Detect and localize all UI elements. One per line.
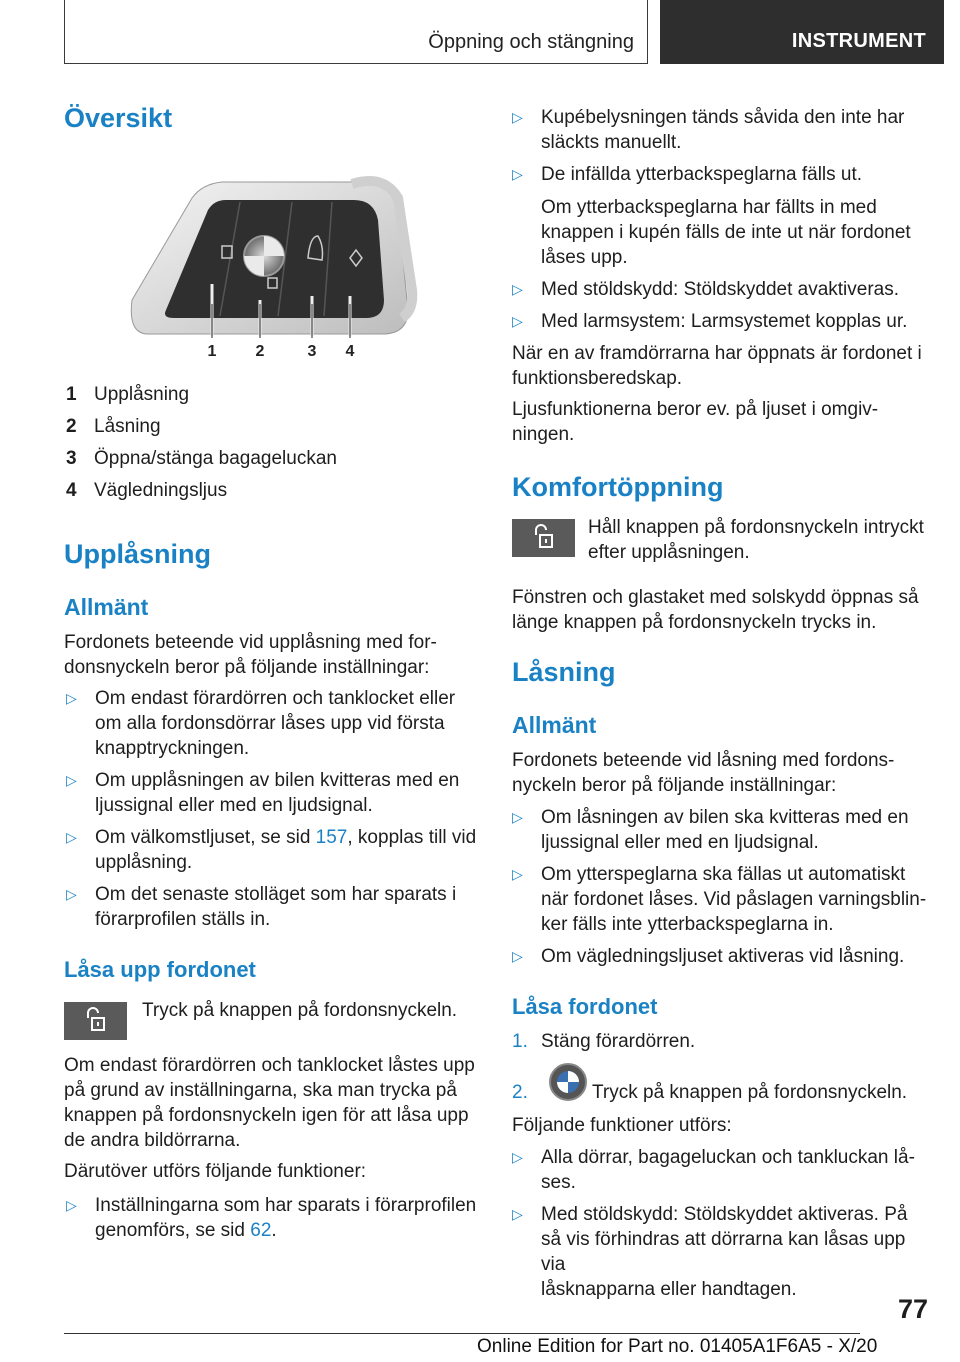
bullet-triangle-icon: ▷ [512,1206,523,1222]
list-item: ▷ Alla dörrar, bagageluckan och tankluckan lå- ses. [512,1147,915,1193]
list-item: ▷ Med larmsystem: Larmsystemet kopplas ur. [512,311,908,332]
para-line: de andra bildörrarna. [64,1130,241,1151]
list-item: ▷ Om det senaste stolläget som har sparats i förarprofilen ställs in. [66,884,457,930]
bullet-triangle-icon: ▷ [512,166,523,182]
list-item: ▷ Kupébelysningen tänds såvida den inte har släckts manuellt. [512,107,905,153]
list-item: ▷ De infällda ytterbackspeglarna fälls ut. [512,164,863,185]
para-line: Fordonets beteende vid låsning med fordons- [512,750,895,771]
page-link-62[interactable]: 62 [250,1220,272,1241]
list-item: ▷ Om ytterspeglarna ska fällas ut automatiskt när fordonet låses. Vid påslagen varningsblin- ker fälls inte ytterbackspeglarna in. [512,864,927,935]
note-line: låses upp. [541,247,628,268]
para-line: Fönstren och glastaket med solskydd öppnas så [512,587,919,608]
bullet-triangle-icon: ▷ [512,866,523,882]
para-line: nyckeln beror på följande inställningar: [512,775,837,796]
para-line: Om endast förardörren och tanklocket låstes upp [64,1055,475,1076]
bullet-triangle-icon: ▷ [66,690,77,706]
page-number: 77 [897,1294,928,1324]
subheading-lasa-upp: Låsa upp fordonet [64,957,256,982]
bullet-triangle-icon: ▷ [66,1197,77,1213]
list-item: ▷ Med stöldskydd: Stöldskyddet avaktiveras. [512,279,900,300]
heading-oversikt: Översikt [64,103,173,133]
para-line: När en av framdörrarna har öppnats är fordonet i [512,343,922,364]
header-section-title: Öppning och stängning [428,31,634,53]
bullet-triangle-icon: ▷ [512,313,523,329]
callout-3: 3 [307,343,317,360]
header-chapter-title: INSTRUMENT [791,30,926,52]
para-line: Ljusfunktionerna beror ev. på ljuset i omgiv- [512,399,879,420]
after-steps-text: Följande funktioner utförs: [512,1115,732,1136]
key-fob-figure [122,160,442,366]
bullet-triangle-icon: ▷ [512,281,523,297]
callout-4: 4 [345,343,355,360]
lasa-upp-instruction: Tryck på knappen på fordonsnyckeln. [142,1000,458,1021]
list-item: ▷ Inställningarna som har sparats i förarprofilen genomförs, se sid 62. [66,1195,477,1241]
komfort-text-line: efter upplåsningen. [588,542,750,563]
komfort-text-line: Håll knappen på fordonsnyckeln intryckt [588,517,924,538]
bullet-triangle-icon: ▷ [66,829,77,845]
para-line: funktionsberedskap. [512,368,683,389]
list-item: ▷ Om endast förardörren och tanklocket eller om alla fordonsdörrar låses upp vid första knapptryckningen. [66,688,456,759]
callout-1: 1 [207,343,217,360]
header-chapter-tab [660,0,944,64]
page-link-157[interactable]: 157 [315,827,348,848]
para-functions: Därutöver utförs följande funktioner: [64,1161,367,1182]
bullet-triangle-icon: ▷ [512,809,523,825]
unlock-button-icon [64,1002,127,1040]
unlock-button-icon [512,519,575,557]
subheading-allmant-lasning: Allmänt [512,712,597,738]
note-line: Om ytterbackspeglarna har fällts in med [541,197,877,218]
callout-2: 2 [255,343,265,360]
bullet-triangle-icon: ▷ [512,1149,523,1165]
bmw-logo-button-icon [548,1062,588,1102]
list-item: ▷ Om vägledningsljuset aktiveras vid låsning. [512,946,905,967]
para-line: knappen på fordonsnyckeln igen för att låsa upp [64,1105,469,1126]
bullet-triangle-icon: ▷ [512,948,523,964]
para-line: på grund av inställningarna, ska man trycka på [64,1080,457,1101]
footer-edition: Online Edition for Part no. 01405A1F6A5 - X/20 [477,1336,878,1357]
note-line: knappen i kupén fälls de inte ut när fordonet [541,222,911,243]
bullet-triangle-icon: ▷ [66,886,77,902]
para-line: länge knappen på fordonsnyckeln trycks in. [512,612,877,633]
bullet-triangle-icon: ▷ [66,772,77,788]
footer-divider [64,1333,860,1334]
heading-komfortoppning: Komfortöppning [512,472,724,502]
subheading-allmant-upplasning: Allmänt [64,594,149,620]
list-item: ▷ Om upplåsningen av bilen kvitteras med en ljussignal eller med en ljudsignal. [66,770,460,816]
list-item: ▷ Med stöldskydd: Stöldskyddet aktiveras. På så vis förhindras att dörrarna kan låsas upp via låsknapparna eller handtagen. [512,1204,908,1300]
heading-upplasning: Upplåsning [64,539,211,569]
list-item: ▷ Om välkomstljuset, se sid 157, kopplas till vid upplåsning. [66,827,477,873]
upplasning-intro-line2: donsnyckeln beror på följande inställningar: [64,657,430,678]
para-line: ningen. [512,424,575,445]
bullet-triangle-icon: ▷ [512,109,523,125]
heading-lasning: Låsning [512,657,616,687]
subheading-lasa-fordonet: Låsa fordonet [512,994,658,1019]
list-item: ▷ Om låsningen av bilen ska kvitteras med en ljussignal eller med en ljudsignal. [512,807,909,853]
upplasning-intro-line1: Fordonets beteende vid upplåsning med for- [64,632,437,653]
